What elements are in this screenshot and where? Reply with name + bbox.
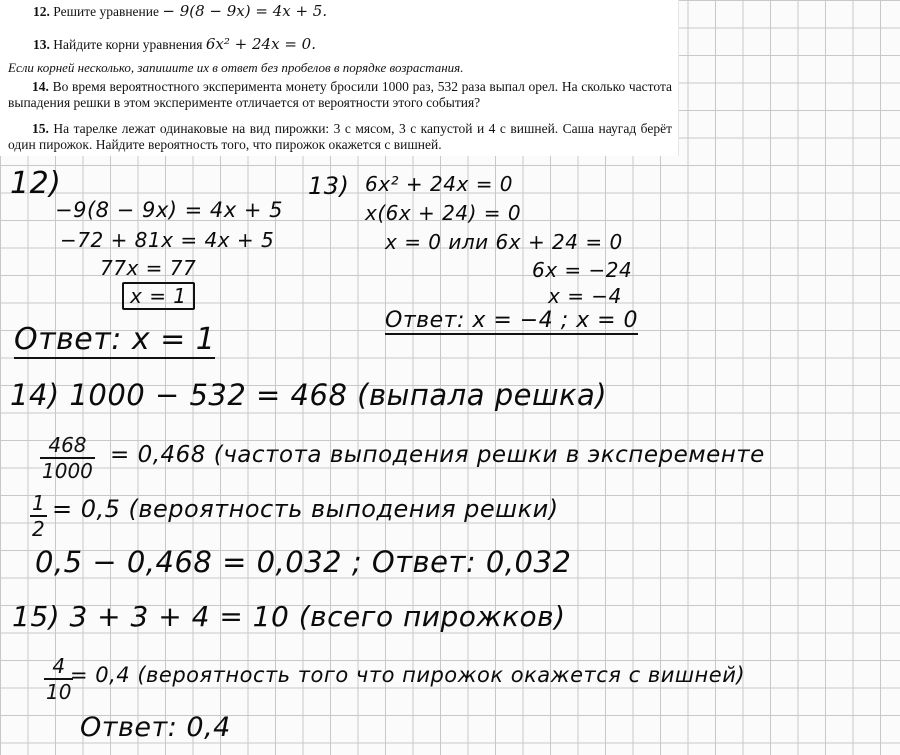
task-14-text: Во время вероятностного эксперимента монету бросили 1000 раз, 532 раза выпал орел. На сколько частота выпадения решки в этом эксперименте отличается от вероятности этого события?	[8, 79, 673, 110]
solution-12-line-1: −9(8 − 9x) = 4x + 5	[55, 198, 283, 222]
solution-14-fraction-1-denominator: 1000	[42, 459, 93, 483]
task-15-text: На тарелке лежат одинаковые на вид пирожки: 3 с мясом, 3 с капустой и 4 с вишней. Саша наугад берёт один пирожок. Найдите вероятность того, что пирожок окажется с вишней.	[8, 121, 672, 152]
task-15	[8, 121, 672, 153]
solution-15-fraction-denominator: 10	[46, 680, 72, 704]
solution-14-line-3: = 0,5 (вероятность выподения решки)	[52, 495, 559, 523]
task-12-equation: − 9(8 − 9x) = 4x + 5.	[162, 2, 328, 20]
solution-12-label: 12)	[10, 166, 62, 201]
task-13	[33, 36, 316, 53]
solution-14-line-4: 0,5 − 0,468 = 0,032 ; Ответ: 0,032	[35, 545, 572, 579]
solution-14-fraction-2	[30, 491, 47, 541]
solution-14-fraction-1	[40, 433, 95, 483]
task-14	[8, 79, 672, 111]
solution-14-line-1: 14) 1000 − 532 = 468 (выпала решка)	[10, 378, 608, 412]
solution-15-line-2: = 0,4 (вероятность того что пирожок окажется с вишней)	[70, 663, 746, 687]
solution-13-line-1: 6x² + 24x = 0	[365, 172, 514, 196]
solution-14-fraction-1-numerator: 468	[40, 433, 95, 459]
task-15-number: 15.	[32, 121, 49, 136]
task-13-note: Если корней несколько, запишите их в ответ без пробелов в порядке возрастания.	[8, 60, 464, 75]
solution-13-line-2: x(6x + 24) = 0	[365, 201, 522, 225]
solution-14-line-2: = 0,468 (частота выподения решки в эксперементе	[110, 442, 765, 468]
solution-13-label: 13)	[308, 172, 350, 200]
solution-12-boxed-root: x = 1	[122, 282, 195, 310]
solution-14-fraction-2-denominator: 2	[32, 517, 45, 541]
task-13-number: 13.	[33, 37, 50, 52]
solution-13-answer: Ответ: x = −4 ; x = 0	[385, 308, 639, 333]
task-12	[33, 3, 327, 20]
solution-13-line-5: x = −4	[548, 284, 622, 308]
solution-12-line-3: 77x = 77	[100, 256, 197, 280]
solution-15-answer: Ответ: 0,4	[80, 712, 231, 743]
printed-task-sheet	[0, 0, 679, 156]
solution-13-line-4: 6x = −24	[532, 258, 633, 282]
task-12-text: Решите уравнение	[53, 4, 159, 19]
solution-13-line-3: x = 0 или 6x + 24 = 0	[385, 230, 623, 254]
solution-12-line-2: −72 + 81x = 4x + 5	[60, 228, 275, 252]
task-14-number: 14.	[32, 79, 49, 94]
task-13-text: Найдите корни уравнения	[53, 37, 203, 52]
task-12-number: 12.	[33, 4, 50, 19]
solution-14-fraction-2-numerator: 1	[32, 491, 45, 515]
solution-15-fraction-numerator: 4	[44, 654, 73, 680]
task-13-equation: 6x² + 24x = 0.	[205, 35, 316, 53]
solution-12-answer: Ответ: x = 1	[14, 322, 216, 357]
solution-15-line-1: 15) 3 + 3 + 4 = 10 (всего пирожков)	[12, 600, 566, 633]
